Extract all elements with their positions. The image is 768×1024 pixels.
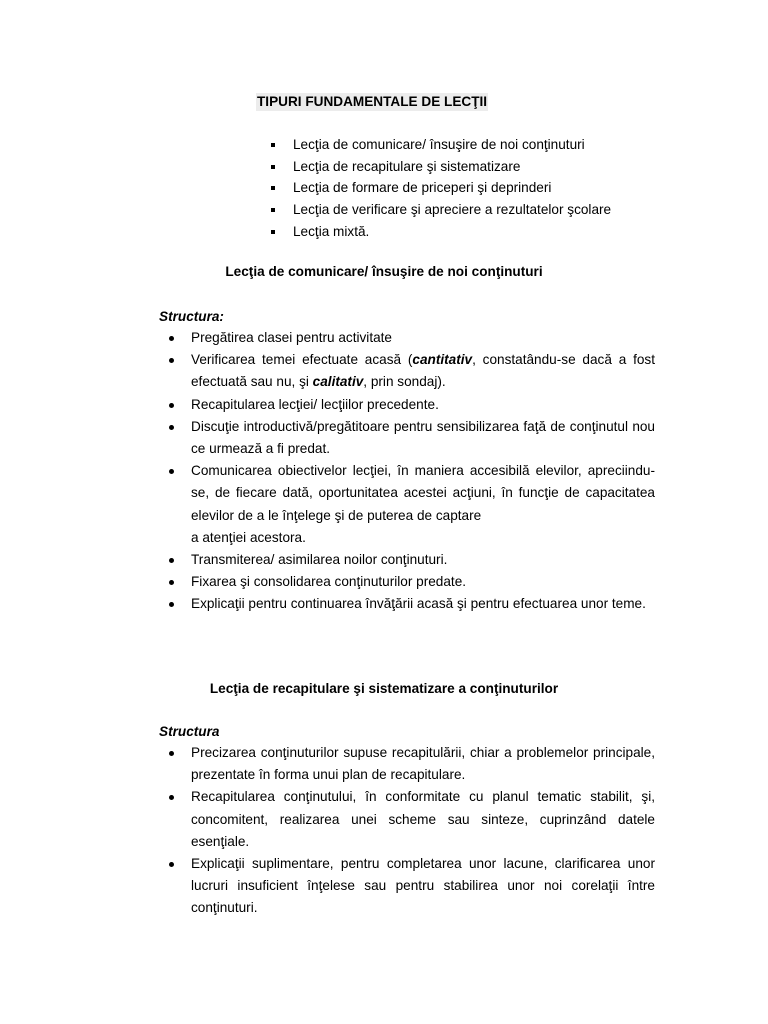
list-item: Lecţia de verificare şi apreciere a rezultatelor şcolare xyxy=(268,199,611,221)
square-bullet-icon xyxy=(271,186,275,190)
list-item: Recapitularea lecţiei/ lecţiilor precedente. xyxy=(159,394,655,416)
bullet-dot-icon xyxy=(169,751,174,756)
structure-label: Structura xyxy=(159,724,220,739)
list-item: Recapitularea conţinutului, în conformitate cu planul tematic stabilit, şi, concomitent, realizarea unei scheme sau sinteze, cuprinzând datele esenţiale. xyxy=(159,786,655,853)
square-bullet-icon xyxy=(271,208,275,212)
bullet-dot-icon xyxy=(169,580,174,585)
bullet-dot-icon xyxy=(169,425,174,430)
document-title: TIPURI FUNDAMENTALE DE LECŢII xyxy=(257,94,488,109)
bullet-dot-icon xyxy=(169,795,174,800)
structure-label: Structura: xyxy=(159,309,224,324)
bullet-dot-icon xyxy=(169,469,174,474)
section-heading-comunicare: Lecţia de comunicare/ însuşire de noi conţinuturi xyxy=(225,264,543,279)
list-item: Comunicarea obiectivelor lecţiei, în maniera accesibilă elevilor, apreciindu-se, de fiecare dată, oportunitatea acestei acţiuni, în funcţie de capacitatea elevilor de a le înţelege şi de puterea de captare a atenţiei acestora. xyxy=(159,460,655,549)
bullet-dot-icon xyxy=(169,558,174,563)
list-item: Verificarea temei efectuate acasă (cantitativ, constatându-se dacă a fost efectuată sau nu, şi calitativ, prin sondaj). xyxy=(159,349,655,393)
square-bullet-icon xyxy=(271,165,275,169)
list-item: Fixarea şi consolidarea conţinuturilor predate. xyxy=(159,571,655,593)
list-item: Transmiterea/ asimilarea noilor conţinuturi. xyxy=(159,549,655,571)
list-item: Pregătirea clasei pentru activitate xyxy=(159,327,655,349)
square-bullet-icon xyxy=(271,230,275,234)
section2-structure-list xyxy=(159,742,655,920)
square-bullet-icon xyxy=(271,143,275,147)
list-item: Lecţia de comunicare/ însuşire de noi conţinuturi xyxy=(268,134,611,156)
list-item: Lecţia mixtă. xyxy=(268,221,611,243)
bullet-dot-icon xyxy=(169,358,174,363)
list-item: Lecţia de recapitulare şi sistematizare xyxy=(268,156,611,178)
bullet-dot-icon xyxy=(169,403,174,408)
section1-structure-list xyxy=(159,327,655,616)
bullet-dot-icon xyxy=(169,336,174,341)
list-item: Explicaţii pentru continuarea învăţării acasă şi pentru efectuarea unor teme. xyxy=(159,593,655,615)
bullet-dot-icon xyxy=(169,602,174,607)
section-heading-recapitulare: Lecţia de recapitulare şi sistematizare a conţinuturilor xyxy=(209,681,559,696)
list-item: Lecţia de formare de priceperi şi deprinderi xyxy=(268,177,611,199)
list-item: Explicaţii suplimentare, pentru completarea unor lacune, clarificarea unor lucruri insuficient înţelese sau pentru stabilirea unor noi corelaţii între conţinuturi. xyxy=(159,853,655,920)
list-item: Discuţie introductivă/pregătitoare pentru sensibilizarea faţă de conţinutul nou ce urmează a fi predat. xyxy=(159,416,655,460)
bullet-dot-icon xyxy=(169,862,174,867)
list-item: Precizarea conţinuturilor supuse recapitulării, chiar a problemelor principale, prezentate în forma unui plan de recapitulare. xyxy=(159,742,655,786)
lesson-types-list xyxy=(268,134,611,242)
